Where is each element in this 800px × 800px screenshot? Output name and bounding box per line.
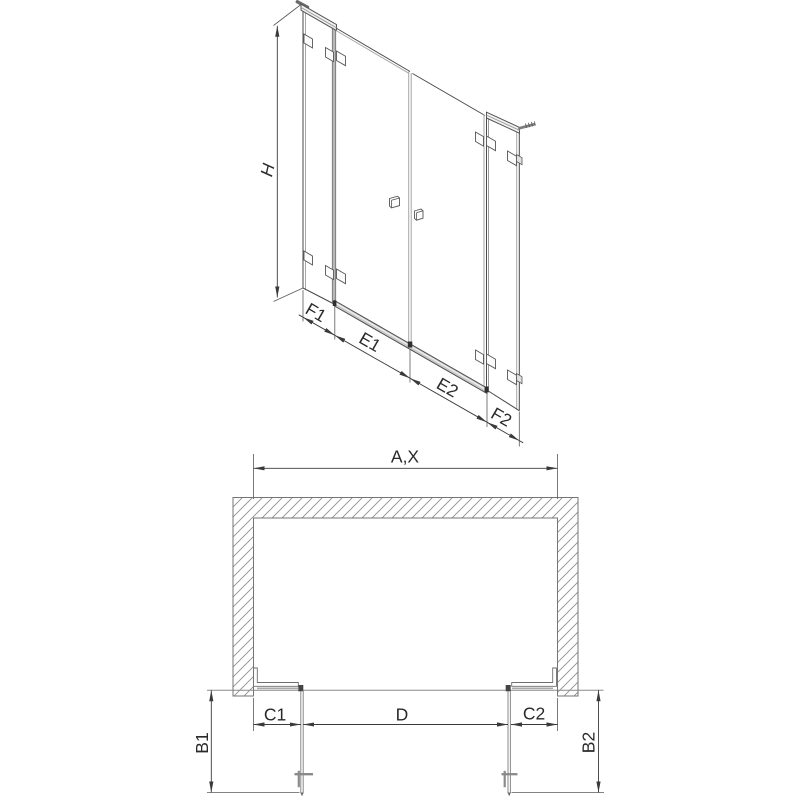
e1-top-edge: [336, 28, 410, 72]
f1-hinge-profile: [332, 26, 335, 306]
hinge-f1-e1-top-b: [337, 51, 346, 66]
wall-profile-left: [254, 668, 299, 686]
door-knob-e1: [390, 196, 400, 208]
b1-dimension-label: B1: [192, 732, 212, 754]
isometric-view: [256, 2, 535, 447]
open-door-right: [502, 691, 518, 796]
wall-profile-right: [512, 668, 557, 686]
chain-label-e2: E2: [433, 373, 462, 402]
door-knob-e2: [415, 209, 424, 220]
chain-overshoot-end: [519, 441, 523, 443]
e2-top-edge: [413, 74, 486, 116]
h-dimension-label: H: [256, 161, 279, 179]
c1-dimension: [254, 698, 301, 731]
door-pivot-left: [298, 685, 303, 691]
wall-clamp-f2-top: [508, 151, 517, 166]
hinge-e2-f2-top-b: [487, 136, 496, 151]
hinge-e2-f2-top-a: [476, 132, 484, 146]
h-extension-top: [274, 5, 302, 26]
b2-dimension-label: B2: [578, 731, 599, 754]
rail-joint-right: [485, 387, 489, 393]
wall-clamp-f2-bottom-tab: [517, 374, 523, 384]
wall-section: [233, 498, 578, 697]
wall-clamp-f2-top-tab: [517, 155, 523, 165]
header-bar-left-inner-line: [301, 7, 337, 27]
door-pivot-right: [506, 685, 511, 691]
hinge-e2-f2-bottom-a: [476, 350, 484, 364]
ax-dimension: [254, 447, 558, 500]
door-right-tip: [508, 793, 511, 797]
c2-dimension-label: C2: [522, 703, 546, 724]
ax-dimension-label: A,X: [390, 446, 420, 467]
chain-label-f2: F2: [487, 403, 516, 431]
open-door-left: [295, 691, 314, 796]
plan-view: [192, 447, 604, 797]
wall-clamp-f2-bottom: [508, 370, 517, 385]
header-bar-right: [487, 112, 536, 133]
enclosure-hardware: [304, 34, 522, 385]
header-bar-right-inner-line: [487, 115, 520, 130]
h-dimension: [256, 5, 303, 302]
rail-joint-left: [333, 301, 337, 307]
rail-joint-center: [408, 342, 413, 348]
h-extension-bottom: [274, 288, 304, 302]
hinge-f1-e1-bottom-b: [337, 269, 346, 284]
door-panel-e2: [411, 73, 486, 390]
door-left-tip: [300, 793, 303, 797]
d-dimension: [303, 705, 508, 725]
door-panel-e1: [336, 28, 410, 345]
hinge-e2-f2-bottom-b: [487, 354, 496, 369]
chain-label-e1: E1: [355, 327, 385, 357]
c1-dimension-label: C1: [263, 704, 287, 725]
chain-label-f1: F1: [302, 298, 330, 327]
c2-dimension: [511, 698, 558, 731]
d-dimension-label: D: [395, 704, 409, 725]
e1-top-edge-inner: [336, 31, 409, 74]
